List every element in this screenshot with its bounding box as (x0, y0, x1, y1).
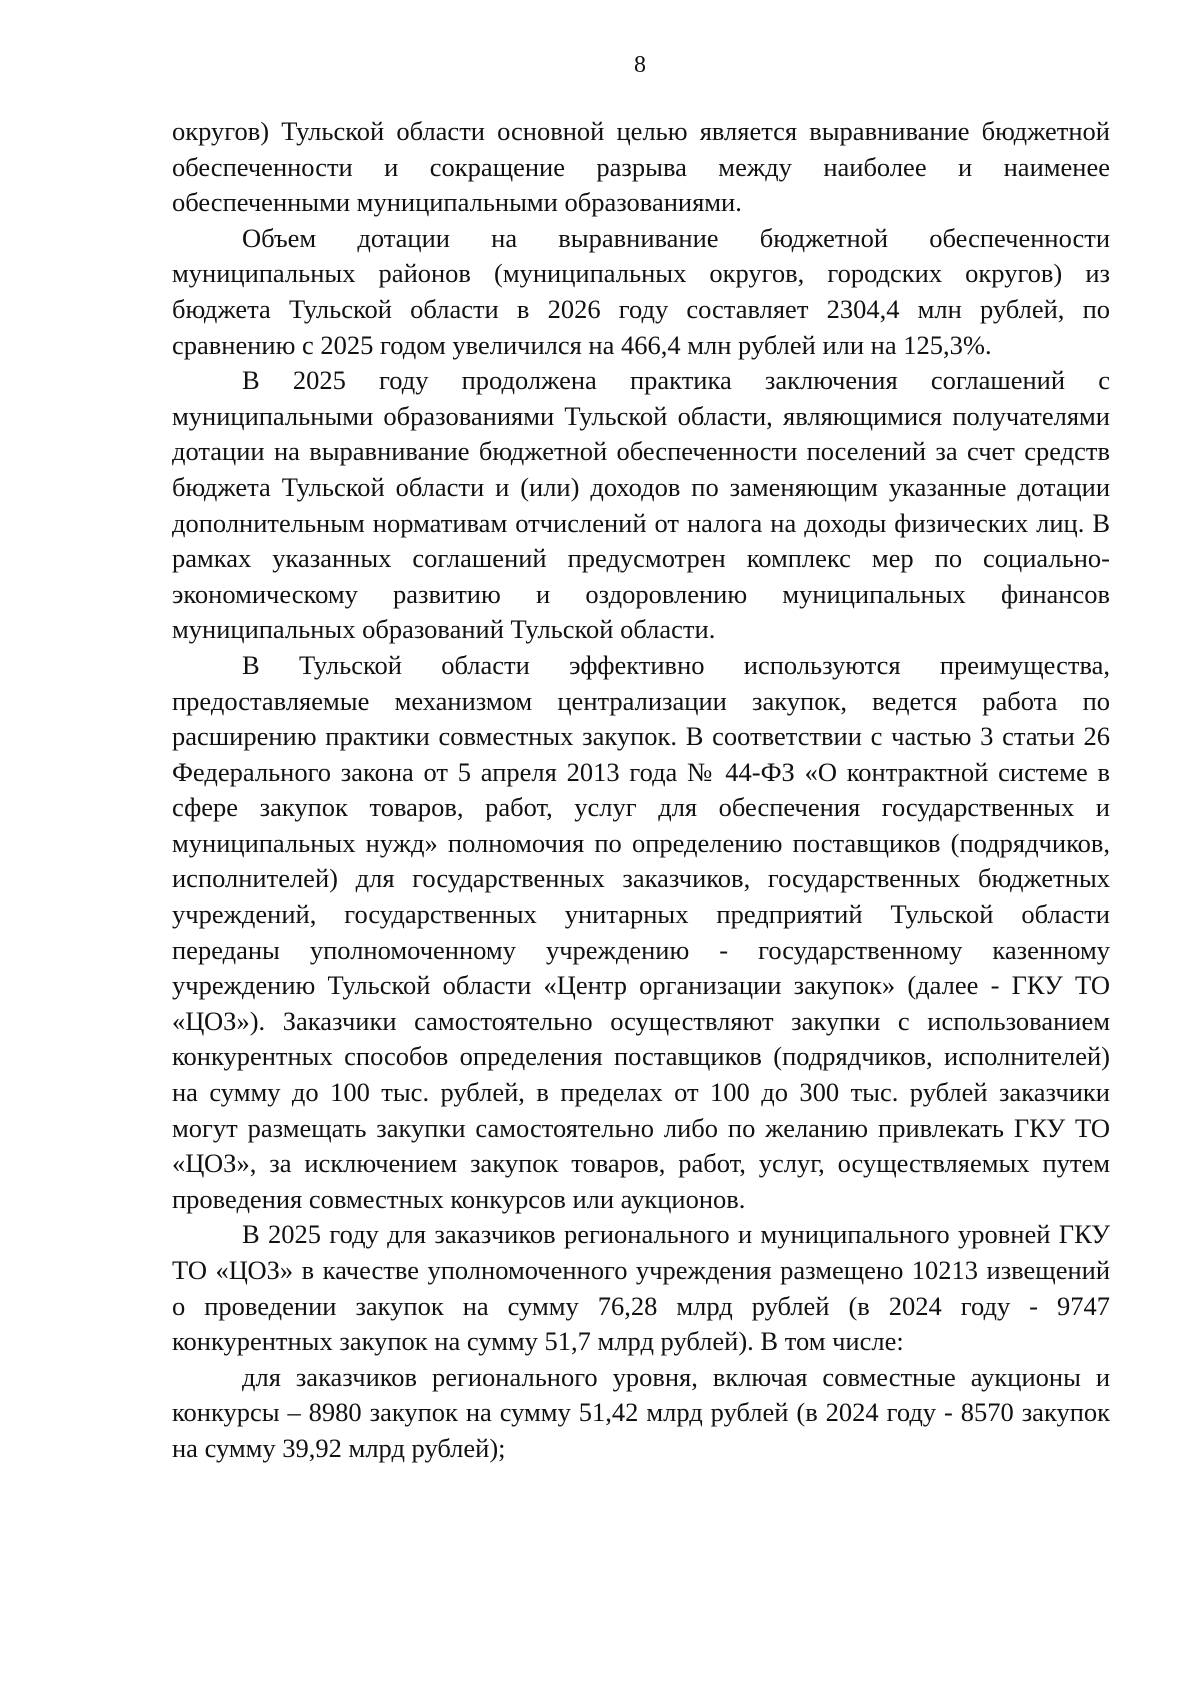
paragraph-4-centralized-procurement: В Тульской области эффективно используются преимущества, предоставляемые механизмом централизации закупок, ведется работа по расширению практики совместных закупок. В соответствии с частью 3 статьи 26 Федерального закона от 5 апреля 2013 года № 44-ФЗ «О контрактной системе в сфере закупок товаров, работ, услуг для обеспечения государственных и муниципальных нужд» полномочия по определению поставщиков (подрядчиков, исполнителей) для государственных заказчиков, государственных бюджетных учреждений, государственных унитарных предприятий Тульской области переданы уполномоченному учреждению - государственному казенному учреждению Тульской области «Центр организации закупок» (далее - ГКУ ТО «ЦОЗ»). Заказчики самостоятельно осуществляют закупки с использованием конкурентных способов определения поставщиков (подрядчиков, исполнителей) на сумму до 100 тыс. рублей, в пределах от 100 до 300 тыс. рублей заказчики могут размещать закупки самостоятельно либо по желанию привлекать ГКУ ТО «ЦОЗ», за исключением закупок товаров, работ, услуг, осуществляемых путем проведения совместных конкурсов или аукционов. (172, 649, 1110, 1214)
paragraph-3-agreements: В 2025 году продолжена практика заключения соглашений с муниципальными образованиями Тульской области, являющимися получателями дотации на выравнивание бюджетной обеспеченности поселений за счет средств бюджета Тульской области и (или) доходов по заменяющим указанные дотации дополнительным нормативам отчислений от налога на доходы физических лиц. В рамках указанных соглашений предусмотрен комплекс мер по социально-экономическому развитию и оздоровлению муниципальных финансов муниципальных образований Тульской области. (172, 365, 1110, 645)
paragraph-2-subsidy-volume: Объем дотации на выравнивание бюджетной обеспеченности муниципальных районов (муниципальных округов, городских округов) из бюджета Тульской области в 2026 году составляет 2304,4 млн рублей, по сравнению с 2025 годом увеличился на 466,4 млн рублей или на 125,3%. (172, 222, 1110, 360)
paragraph-6-regional-level: для заказчиков регионального уровня, включая совместные аукционы и конкурсы – 8980 закупок на сумму 51,42 млрд рублей (в 2024 году - 8570 закупок на сумму 39,92 млрд рублей); (172, 1361, 1110, 1463)
paragraph-1-continued: округов) Тульской области основной целью является выравнивание бюджетной обеспеченности и сокращение разрыва между наиболее и наименее обеспеченными муниципальными образованиями. (172, 116, 1110, 218)
document-body (172, 114, 1110, 1467)
paragraph-5-procurement-results: В 2025 году для заказчиков регионального и муниципального уровней ГКУ ТО «ЦОЗ» в качестве уполномоченного учреждения размещено 10213 извещений о проведении закупок на сумму 76,28 млрд рублей (в 2024 году - 9747 конкурентных закупок на сумму 51,7 млрд рублей). В том числе: (172, 1219, 1110, 1357)
page-number: 8 (634, 52, 646, 78)
